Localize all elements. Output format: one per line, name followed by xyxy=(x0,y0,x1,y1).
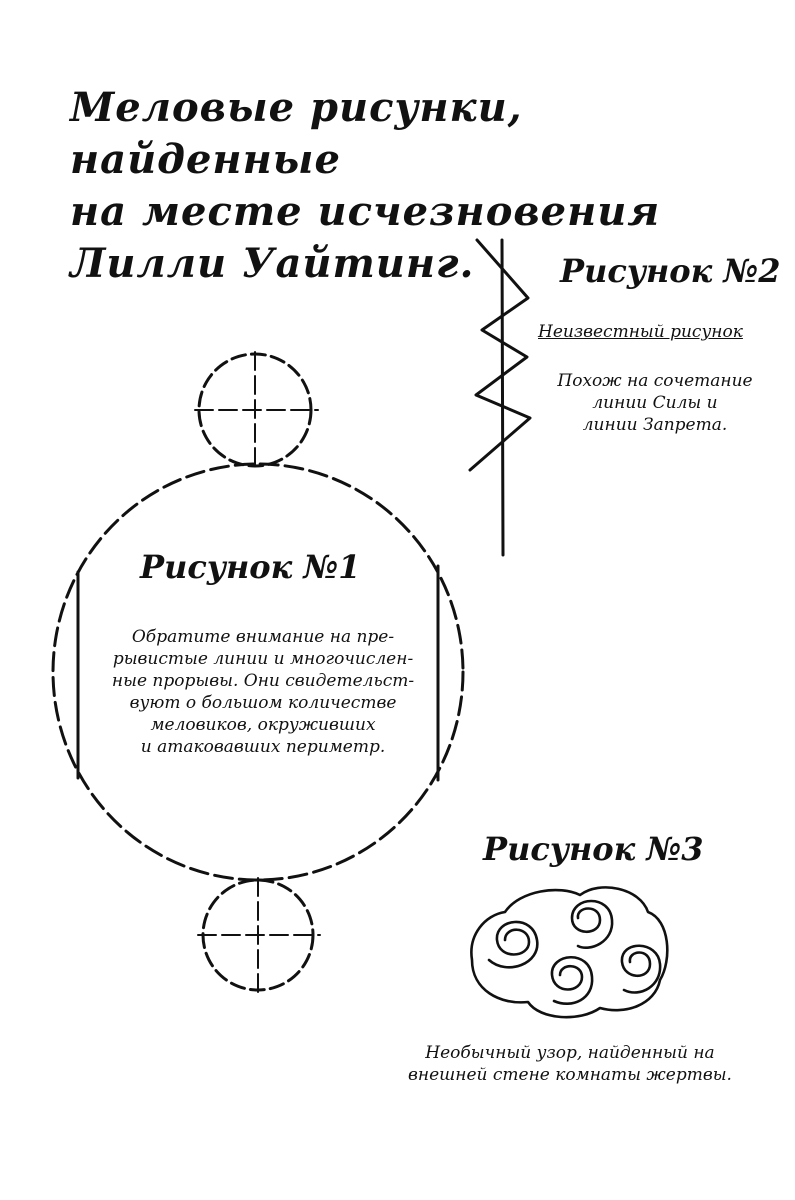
figure-1-desc-line: вуют о большом количестве xyxy=(129,693,397,713)
figure-1-desc-line: меловиков, окруживших xyxy=(150,715,376,735)
power-line xyxy=(502,240,503,555)
figure-2-desc-line: линии Силы и xyxy=(592,393,718,413)
figure-3-desc-line: внешней стене комнаты жертвы. xyxy=(408,1065,732,1085)
figure-2-desc-line: Похож на сочетание xyxy=(557,371,753,391)
figure-1-desc-line: рывистые линии и многочислен- xyxy=(112,649,414,669)
figure-2-drawing xyxy=(470,240,530,555)
spiral-1 xyxy=(489,922,537,967)
figure-2-description xyxy=(530,370,780,436)
title-line-3: Лилли Уайтинг. xyxy=(70,240,475,287)
title-line-1: Меловые рисунки, найденные xyxy=(70,84,523,183)
figure-3-drawing xyxy=(471,887,667,1017)
figure-2-desc-line: линии Запрета. xyxy=(582,415,728,435)
figure-1-description xyxy=(98,626,428,758)
figure-3-desc-line: Необычный узор, найденный на xyxy=(425,1043,715,1063)
figure-1-desc-line: ные прорывы. Они свидетельст- xyxy=(111,671,415,691)
zigzag-line xyxy=(470,240,530,470)
title-line-2: на месте исчезновения xyxy=(70,188,661,235)
figure-1-desc-line: Обратите внимание на пре- xyxy=(131,627,395,647)
figure-3-title: Рисунок №3 xyxy=(483,830,704,868)
spiral-2 xyxy=(572,901,612,948)
figure-1-desc-line: и атаковавших периметр. xyxy=(140,737,386,757)
spiral-3 xyxy=(622,946,660,993)
figure-3-description xyxy=(370,1042,770,1086)
spiral-4 xyxy=(552,957,592,1003)
figure-1-title: Рисунок №1 xyxy=(140,548,361,586)
figure-2-subtitle: Неизвестный рисунок xyxy=(538,322,743,342)
figure-2-title: Рисунок №2 xyxy=(560,252,781,290)
